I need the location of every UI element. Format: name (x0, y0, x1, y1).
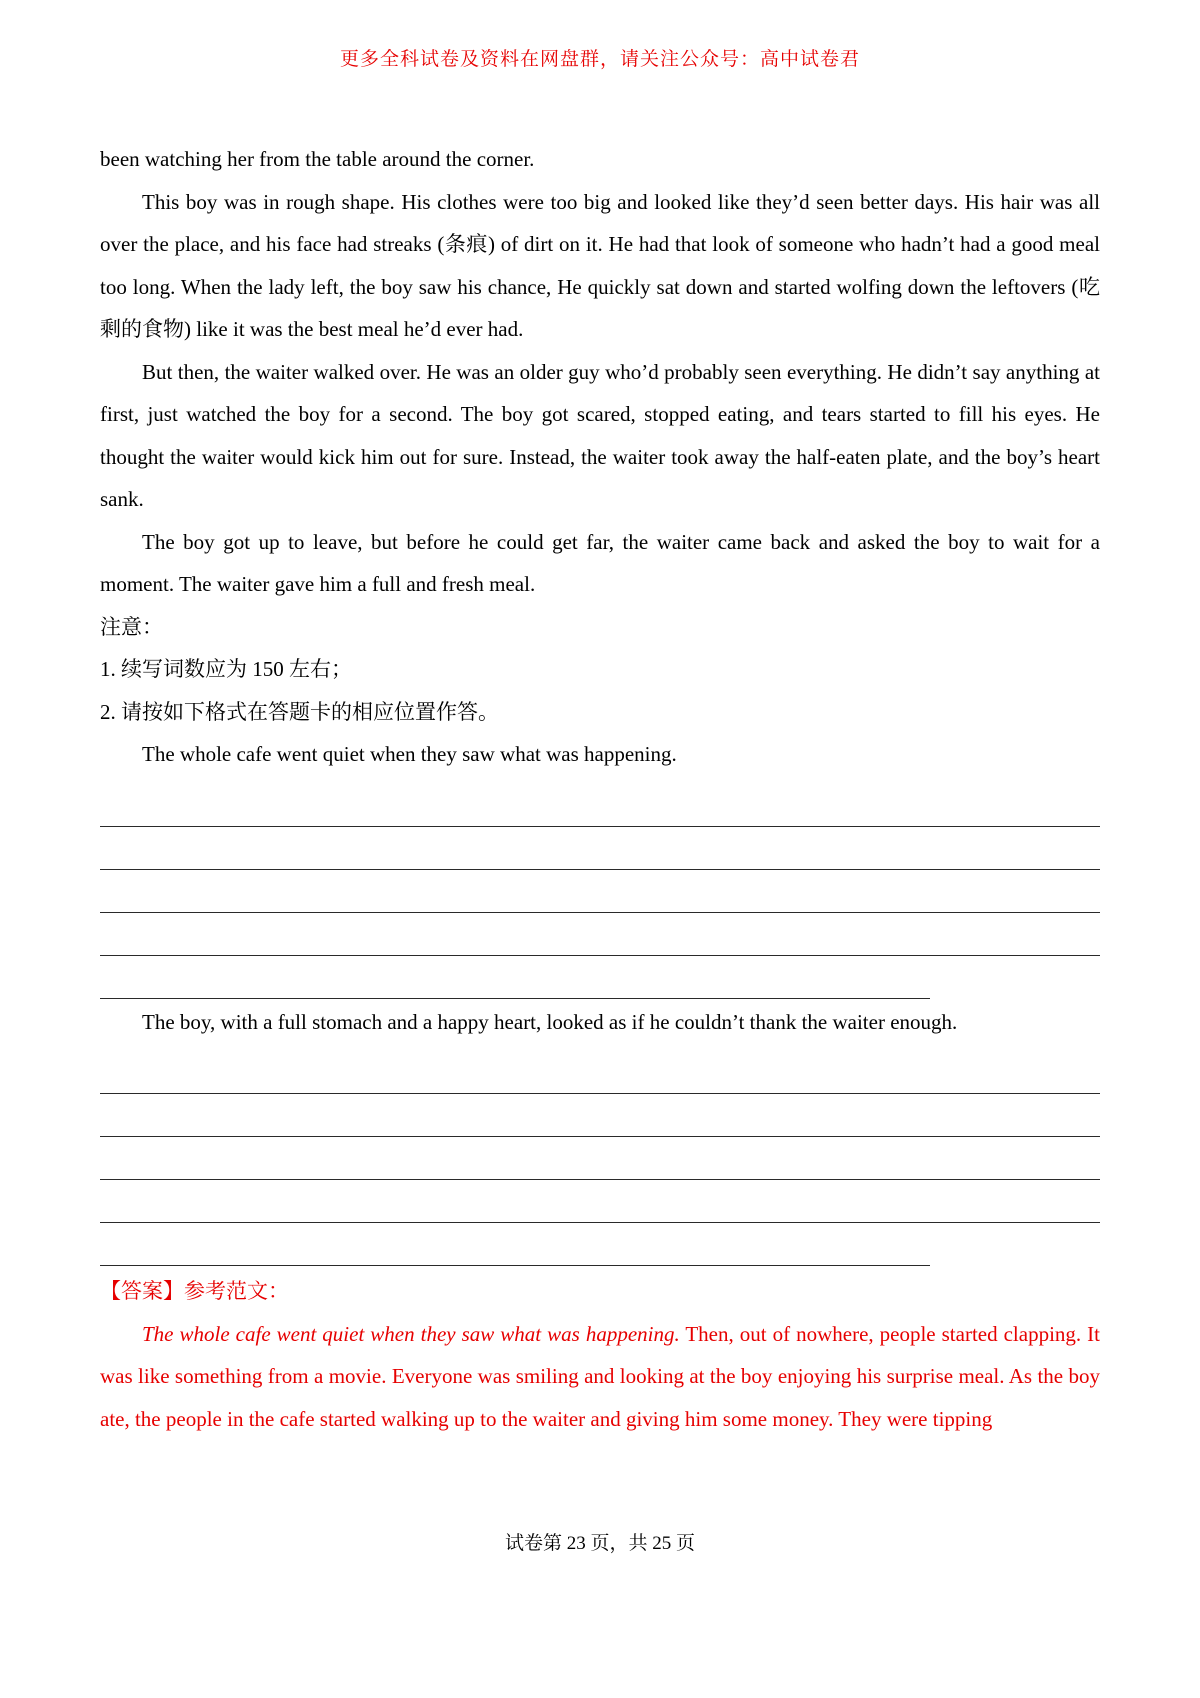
passage-paragraph-2: But then, the waiter walked over. He was an older guy who’d probably seen everything. He didn’t say anything at first, just watched the boy for a second. The boy got scared, stopped eating, and tears started to fill his eyes. He thought the waiter would kick him out for sure. Instead, the waiter took away the half-eaten plate, and the boy’s heart sank. (100, 359, 1100, 511)
passage-paragraph-1: This boy was in rough shape. His clothes were too big and looked like they’d seen better days. His hair was all over the place, and his face had streaks (条痕) of dirt on it. He had that look of someone who hadn’t had a good meal too long. When the lady left, the boy saw his chance, He quickly sat down and started wolfing down the leftovers (吃剩的食物) like it was the best meal he’d ever had. (100, 189, 1100, 341)
note-item-1: 1. 续写词数应为 150 左右； (100, 657, 352, 681)
answer-lines-block-1 (100, 784, 1100, 999)
answer-line (100, 956, 930, 999)
page-content (100, 138, 1100, 1440)
answer-line (100, 870, 1100, 913)
note-item-2: 2. 请按如下格式在答题卡的相应位置作答。 (100, 699, 499, 724)
notes-label: 注意： (100, 614, 163, 639)
answer-lines-block-2 (100, 1051, 1100, 1266)
continuation-prompt-1: The whole cafe went quiet when they saw what was happening. (142, 742, 677, 766)
passage-continuation-line: been watching her from the table around the corner. (100, 147, 535, 171)
answer-section-label: 【答案】参考范文： (100, 1279, 289, 1303)
answer-line (100, 1180, 1100, 1223)
answer-line (100, 913, 1100, 956)
answer-line (100, 1051, 1100, 1094)
answer-line (100, 1223, 930, 1266)
answer-line (100, 1137, 1100, 1180)
answer-line (100, 827, 1100, 870)
passage-paragraph-3: The boy got up to leave, but before he could get far, the waiter came back and asked the boy to wait for a moment. The waiter gave him a full and fresh meal. (100, 529, 1100, 596)
continuation-prompt-2: The boy, with a full stomach and a happy heart, looked as if he couldn’t thank the waiter enough. (142, 1009, 958, 1034)
answer-line (100, 784, 1100, 827)
model-essay-lead-sentence: The whole cafe went quiet when they saw what was happening. (142, 1321, 680, 1346)
answer-line (100, 1094, 1100, 1137)
model-essay-paragraph (100, 1313, 1100, 1441)
page-footer: 试卷第 23 页，共 25 页 (504, 1533, 695, 1554)
model-essay-continuation: Then, out of nowhere, people started clapping. It was like something from a movie. Everyone was smiling and looking at the boy enjoying his surprise meal. As the boy ate, the people in the cafe started walking up to the waiter and giving him some money. They were tipping (100, 1321, 1100, 1431)
header-notice: 更多全科试卷及资料在网盘群，请关注公众号：高中试卷君 (339, 49, 860, 70)
